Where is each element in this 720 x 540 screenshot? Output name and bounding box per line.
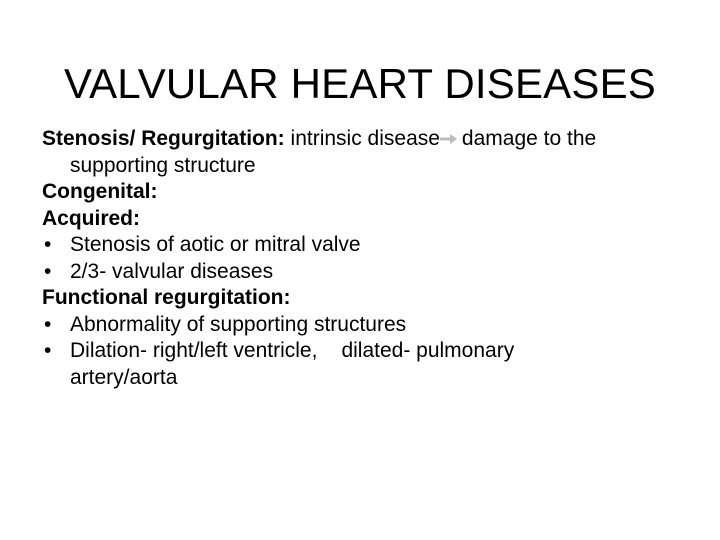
- text-damage-to-the: damage to the: [461, 127, 597, 150]
- list-item-text-dilation: Dilation- right/left ventricle,: [70, 339, 318, 362]
- list-item: [42, 232, 702, 259]
- list-item: [42, 312, 702, 339]
- term-congenital: Congenital:: [42, 180, 158, 203]
- list-item: [42, 259, 702, 286]
- text-intrinsic-disease: intrinsic disease: [284, 127, 440, 150]
- right-arrow-icon: [440, 126, 462, 152]
- line-supporting-structure: supporting structure: [70, 153, 256, 177]
- term-functional-regurgitation: Functional regurgitation:: [42, 286, 291, 309]
- bullet-icon: •: [44, 259, 52, 283]
- list-item-text: 2/3- valvular diseases: [70, 259, 274, 283]
- slide-body: [42, 126, 702, 391]
- list-item-text: Abnormality of supporting structures: [70, 312, 407, 336]
- bullet-icon: •: [44, 339, 52, 362]
- list-item: [42, 338, 702, 365]
- list-item-text-dilated: dilated- pulmonary: [341, 339, 515, 362]
- line-stenosis-regurgitation: [42, 126, 702, 153]
- slide-title: VALVULAR HEART DISEASES: [63, 60, 657, 107]
- line-artery-aorta: artery/aorta: [70, 365, 178, 389]
- bullet-icon: •: [44, 312, 52, 336]
- term-stenosis-regurgitation: Stenosis/ Regurgitation:: [42, 127, 285, 150]
- list-item-text: Stenosis of aotic or mitral valve: [70, 233, 361, 256]
- term-acquired: Acquired:: [42, 206, 141, 230]
- bullet-icon: •: [44, 233, 52, 256]
